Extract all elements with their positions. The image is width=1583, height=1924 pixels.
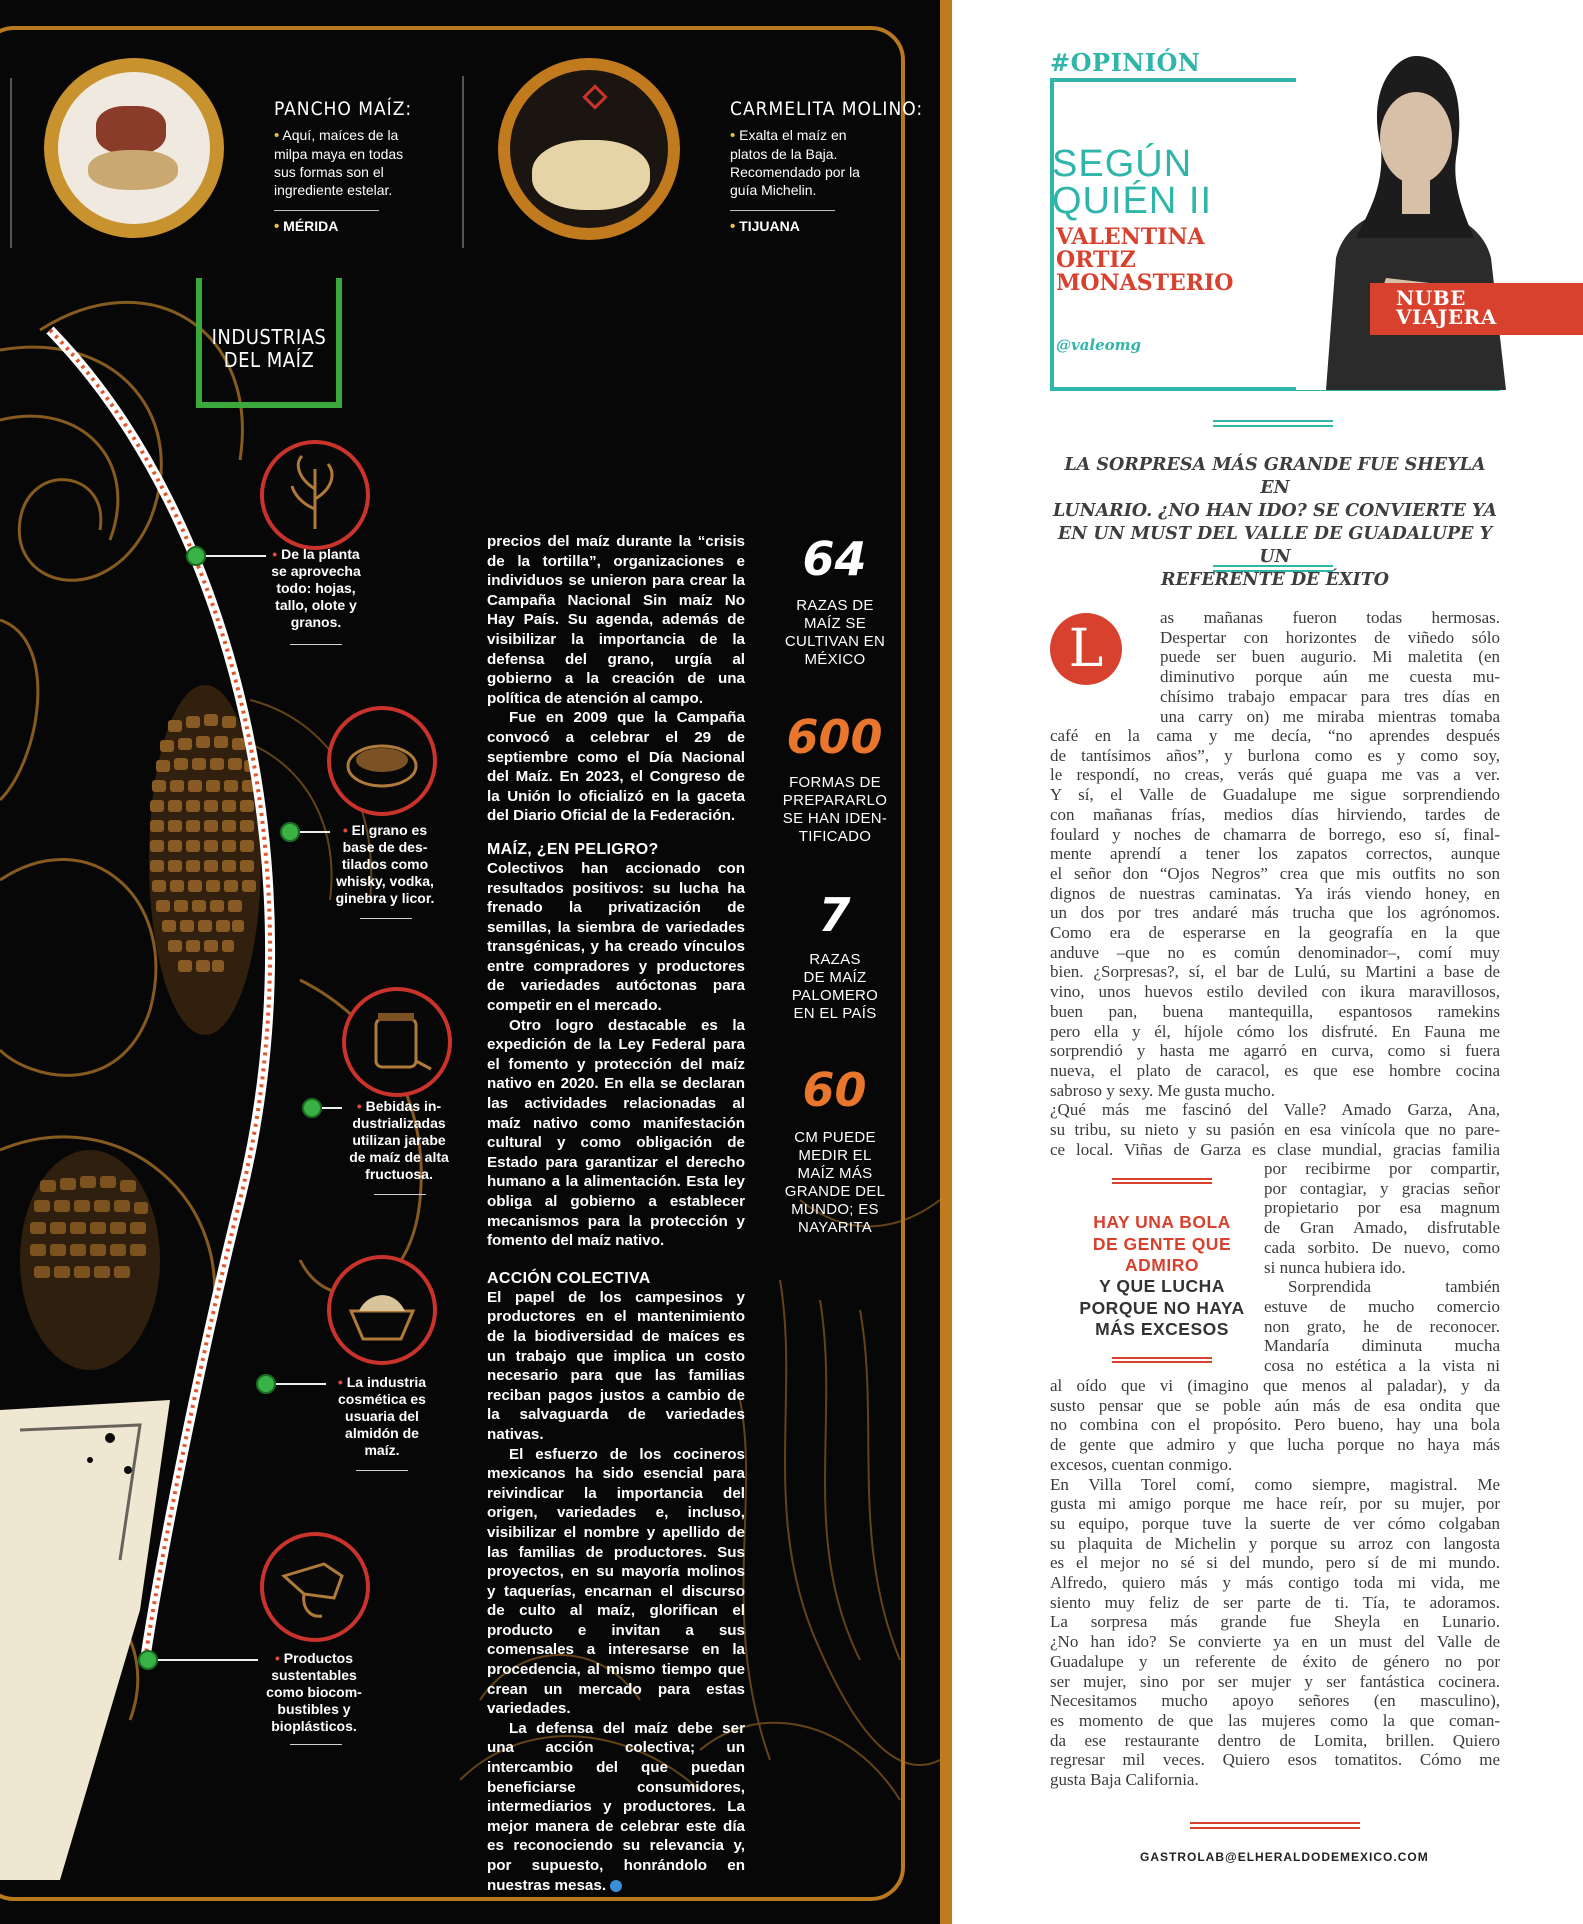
industry-line: sustentables (271, 1667, 357, 1683)
column-text-line: no combina con el propósito. Pero bueno, hay una bola (1050, 1415, 1500, 1435)
column-text-line: buen pan, buena mantequilla, espantosos ramekins (1050, 1001, 1500, 1021)
column-text-line: Alfredo, quiero más y más contigo toda mi vida, me (1050, 1573, 1500, 1592)
author-handle: @valeomg (1056, 336, 1142, 354)
article-paragraph: Otro logro destacable es la expedición de la Ley Federal para el fomento y protección del maíz nativo en 2020. En ella se declaran las actividades relacionadas al maíz nativo como manifestación cultural y como obligación de Estado para garantizar el derecho humano a la alimentación. Esta ley obliga al gobierno a establecer mecanismos para la protección y fomento del maíz nativo. (487, 1016, 745, 1250)
bullet-icon: • (730, 218, 736, 235)
bullet-icon: • (342, 822, 348, 838)
deck-rule-bottom (1213, 565, 1333, 572)
restaurant-description (274, 126, 403, 199)
pullquote-line: DE GENTE QUE (1092, 1233, 1232, 1254)
restaurant-name: CARMELITA MOLINO: (730, 98, 924, 120)
column-text-line: es momento de que las mujeres como la que coman- (1050, 1710, 1500, 1730)
pullquote-rule (1112, 1178, 1212, 1184)
stat-label-line: RAZAS DE (796, 597, 874, 614)
column-text-line: ¿No han ido? Se convierte ya en un must del Valle de (1050, 1632, 1500, 1652)
stat-number: 600 (786, 710, 883, 764)
author-name-line: ORTIZ (1056, 247, 1136, 273)
city-label: TIJUANA (739, 218, 800, 234)
stat-number: 60 (802, 1063, 867, 1117)
pullquote-highlight (1058, 1212, 1266, 1277)
column-text-line: gusta mi amigo porque me hace reír, por su mujer, por (1050, 1494, 1500, 1514)
article-paragraph: precios del maíz durante la “crisis de la tortilla”, organizaciones e individuos se unieron para crear la Campaña Nacional Sin maíz No Hay País. Su agenda, además de visibilizar la importancia de la defensa del grano, urgía al gobierno a la creación de una política de atención al campo. (487, 533, 745, 707)
article-paragraph: El papel de los campesinos y productores en el mantenimiento de la biodiversidad de maíces es un trabajo que implica un costo necesario para que las familias reciban pagos justos a cambio de la salvaguarda de variedades nativas. (487, 1288, 745, 1443)
description-line: Exalta el maíz en (739, 127, 847, 143)
industry-line: de maíz de alta (349, 1149, 449, 1165)
column-text-line: siento muy feliz de ser parte de ti. Tía, te adoramos. (1050, 1592, 1500, 1612)
column-text-line: sabroso y sexy. Me gusta mucho. (1050, 1080, 1276, 1100)
industry-line: granos. (290, 614, 342, 630)
corn-plant-icon (260, 440, 370, 550)
industries-title (202, 326, 336, 372)
plate-photo-detail (88, 150, 178, 190)
industry-line: La industria (346, 1374, 427, 1390)
top-divider (10, 78, 12, 248)
industry-item (260, 546, 372, 631)
column-text-line: Sorprendida también (1288, 1277, 1500, 1297)
deck-rule-top (1213, 420, 1333, 427)
industry-line: whisky, vodka, (336, 873, 434, 889)
author-name (1056, 226, 1233, 295)
article-subheading: ACCIÓN COLECTIVA (487, 1269, 651, 1287)
column-text-line: su plaquita de Michelin y porque su arroz con langosta (1050, 1533, 1500, 1553)
description-line: Recomendado por la (730, 164, 860, 180)
badge-line: VIAJERA (1396, 305, 1497, 329)
industry-line: tilados como (341, 856, 429, 872)
deck-line: EN UN MUST DEL VALLE DE GUADALUPE Y UN (1057, 524, 1493, 567)
description-line: platos de la Baja. (730, 146, 838, 162)
column-text-line: de Gran Amado, disfrutable (1264, 1218, 1500, 1238)
bullet-icon: • (274, 1650, 280, 1666)
industry-line: dustrializadas (352, 1115, 446, 1131)
stat-label (770, 951, 900, 1023)
item-rule (290, 1744, 342, 1745)
connector-line (158, 1659, 258, 1661)
bullet-icon: • (272, 546, 278, 562)
article-final-text: La defensa del maíz debe ser una acción colectiva; un intercambio del que puedan beneficiarse consumidores, intermediarios y productores. La mejor manera de celebrar este día es reconociendo su relevancia y, por supuesto, honrándolo en nuestras mesas. (487, 1719, 745, 1894)
column-text-line: propietario por esa magnum (1264, 1198, 1500, 1218)
stat-label-line: PREPARARLO (782, 792, 888, 809)
timeline-dot (280, 822, 300, 842)
title-line: DEL MAÍZ (223, 348, 315, 372)
bullet-icon: • (274, 127, 280, 144)
restaurant-city (730, 218, 800, 235)
stat-label-line: CULTIVAN EN (784, 633, 886, 650)
stat-label (770, 774, 900, 846)
column-title-line: SEGÚN (1052, 143, 1193, 185)
item-rule (290, 644, 342, 645)
bullet-icon: • (274, 218, 280, 235)
stat-label-line: PALOMERO (791, 987, 879, 1004)
fuel-nozzle-icon (260, 1532, 370, 1642)
column-text-line: regresar mil veces. Quiero esos tomatitos. Cómo me (1050, 1750, 1500, 1770)
pullquote-line: ADMIRO (1125, 1255, 1199, 1275)
column-text-line: susto pensar que se poble aún más de esa ondita que (1050, 1395, 1500, 1415)
title-line: INDUSTRIAS (211, 325, 327, 349)
gold-divider (940, 0, 952, 1924)
industry-line: De la planta (281, 546, 360, 562)
article-paragraph: Colectivos han accionado con resultados positivos: su lucha ha frenado la privatización de semillas, la siembra de variedades transgénicas, y ha creado vínculos entre compradores y productores de variedades autóctonas para competir en el mercado. (487, 859, 745, 1015)
timeline-dot (138, 1650, 158, 1670)
plate-photo-detail (96, 106, 166, 154)
column-text-line: Como era de esperarse en la geografía en la que (1050, 923, 1500, 942)
timeline-dot (302, 1098, 322, 1118)
column-text-line: le respondí, no creas, verás qué guapa me vas a ver. (1050, 765, 1500, 785)
column-text-line: por contagiar, y gracias señor (1264, 1178, 1500, 1198)
author-name-line: VALENTINA (1056, 224, 1205, 250)
stat-label-line: CM PUEDE (794, 1129, 876, 1146)
starch-bowl-icon (327, 1255, 437, 1365)
industry-line: como biocom- (266, 1684, 362, 1700)
city-rule (274, 210, 379, 211)
deck-line: LUNARIO. ¿NO HAN IDO? SE CONVIERTE YA (1052, 501, 1498, 521)
industry-line: tallo, olote y (275, 597, 357, 613)
section-badge (1370, 283, 1583, 335)
column-text-line: con mañanas frías, medios días hirviendo, tardes de (1050, 804, 1500, 824)
industry-line: base de des- (342, 839, 428, 855)
stat-label-line: SE HAN IDEN- (782, 810, 888, 827)
column-text-line: el señor don “Ojos Negros” crea que mis outfits no son (1050, 863, 1500, 883)
dough-photo-detail (532, 140, 650, 210)
column-text-line: cosa no estética a la vista ni (1264, 1356, 1500, 1375)
stat-label-line: GRANDE DEL (784, 1183, 886, 1200)
column-text-line: su tribu, su nieto y su pasión en esa vinícola que no pare- (1050, 1120, 1500, 1139)
stat-label-line: DE MAÍZ (803, 969, 867, 986)
pullquote-rule (1112, 1357, 1212, 1363)
stat-label-line: NAYARITA (797, 1219, 873, 1236)
column-text-line: chísimo trabajo empacar para tres días en (1160, 686, 1500, 706)
industry-line: todo: hojas, (276, 580, 356, 596)
pullquote-line: HAY UNA BOLA (1093, 1212, 1231, 1232)
timeline-dot (186, 546, 206, 566)
column-text-line: de gente que admiro y que lucha porque no haya más (1050, 1435, 1500, 1455)
deck-line: REFERENTE DE ÉXITO (1161, 570, 1389, 590)
column-text-line: ce local. Viñas de Garza es clase mundial, gracias familia (1050, 1139, 1500, 1159)
industry-line: bustibles y (277, 1701, 351, 1717)
article-subheading: MAÍZ, ¿EN PELIGRO? (487, 840, 659, 858)
column-text-line: foulard y noches de chamarra de borrego, eso sí, final- (1050, 824, 1500, 844)
stat-label (770, 1129, 900, 1237)
grain-bowl-icon (327, 706, 437, 816)
industry-line: El grano es (351, 822, 428, 838)
column-text-line: da ese restaurante dentro de Lomita, brillen. Quiero (1050, 1730, 1500, 1750)
column-text-line: as mañanas fueron todas hermosas. (1160, 608, 1500, 627)
column-text-line: nueva, el plato de caracol, es que ese hombre cocina (1050, 1060, 1500, 1080)
top-divider (462, 76, 464, 248)
description-line: ingrediente estelar. (274, 182, 393, 198)
column-text-line: una carry on) me miraba mientras tomaba (1160, 706, 1500, 726)
connector-line (206, 555, 266, 557)
industry-item (326, 1374, 438, 1459)
industries-title-box (196, 278, 342, 408)
column-text-line: Guadalupe y un referente de éxito de género no por (1050, 1651, 1500, 1671)
industry-item (258, 1650, 370, 1735)
column-text-line: si nunca hubiera ido. (1264, 1257, 1406, 1277)
city-rule (730, 210, 835, 211)
syrup-jar-icon (342, 987, 452, 1097)
restaurant-description (730, 126, 860, 199)
stat-label-line: MAÍZ SE (803, 615, 867, 632)
restaurant-city (274, 218, 338, 235)
column-text-line: gusta Baja California. (1050, 1770, 1199, 1789)
article-paragraph: El esfuerzo de los cocineros mexicanos ha sido esencial para reivindicar la importancia del origen, variedades e, incluso, visibilizar el nombre y apellido de las familias de productores. Sus proyectos, en su mayoría molinos y taquerías, encarnan el discurso de culto al maíz, glorifican el producto e invitan a sus comensales a interesarse en la procedencia, al mismo tiempo que crean un mercado para estas variedades. (487, 1445, 745, 1718)
bullet-icon: • (337, 1374, 343, 1390)
description-line: guía Michelin. (730, 182, 817, 198)
column-text-line: Necesitamos mucho apoyo señores (en masculino), (1050, 1691, 1500, 1711)
stat-label-line: MAÍZ MÁS (797, 1165, 873, 1182)
column-text-line: cada sorbito. De nuevo, como (1264, 1237, 1500, 1257)
industry-line: utilizan jarabe (352, 1132, 446, 1148)
timeline-dot (256, 1374, 276, 1394)
industry-line: Bebidas in- (365, 1098, 442, 1114)
city-label: MÉRIDA (283, 218, 339, 234)
drop-cap: L (1050, 613, 1122, 685)
description-line: milpa maya en todas (274, 146, 404, 162)
connector-line (322, 1107, 342, 1109)
stat-label (770, 597, 900, 669)
connector-line (276, 1383, 326, 1385)
column-text-line: de tantísimos años”, y burlona como es y como soy, (1050, 745, 1500, 765)
stat-label-line: EN EL PAÍS (793, 1005, 877, 1022)
column-text-line: Y sí, el Valle de Guadalupe me sigue sorprendiendo (1050, 785, 1500, 805)
stat-label-line: TIFICADO (798, 828, 872, 845)
column-text-line: vino, unos huevos estilo deviled con ikura maravillosos, (1050, 982, 1500, 1002)
column-text-line: estuve de mucho comercio (1264, 1296, 1500, 1316)
industry-line: Productos (283, 1650, 354, 1666)
column-text-line: bien. ¿Sorpresas?, sí, el bar de Lulú, su Martini a base de (1050, 962, 1500, 982)
article-paragraph: Fue en 2009 que la Campaña convocó a celebrar el 29 de septiembre como el Día Nacional del Maíz. En 2023, el Congreso de la Unión lo oficializó en la gaceta del Diario Oficial de la Federación. (487, 709, 745, 825)
restaurant-name: PANCHO MAÍZ: (274, 98, 413, 120)
industry-line: ginebra y licor. (335, 890, 435, 906)
column-text-line: puede ser buen augurio. Mi maletita (en (1160, 647, 1500, 667)
author-name-line: MONASTERIO (1056, 270, 1234, 296)
column-text-line: ser mujer, sino por ser mujer y ser fantástica cocinera. (1050, 1671, 1500, 1691)
column-text-line: su equipo, porque tuve la suerte de ver cómo colgaban (1050, 1513, 1500, 1533)
industry-line: maíz. (364, 1442, 400, 1458)
description-line: Aquí, maíces de la (282, 127, 399, 143)
column-text-line: En Villa Torel comí, como siempre, magistral. Me (1050, 1474, 1500, 1494)
stat-label-line: FORMAS DE (789, 774, 881, 791)
stat-label-line: MEDIR EL (798, 1147, 872, 1164)
article-body (487, 532, 745, 1895)
description-line: sus formas son el (274, 164, 384, 180)
bullet-icon: • (730, 127, 736, 144)
column-title-line: QUIÉN II (1052, 180, 1213, 222)
column-text-line: diminutivo porque aún me cuesta mu- (1160, 667, 1500, 687)
column-text-line: un dos por tres andaré más trucha que los agrónomos. (1050, 903, 1500, 923)
column-text-line: Mandaría diminuta mucha (1264, 1336, 1500, 1356)
column-title (1052, 143, 1213, 222)
pullquote-line: Y QUE LUCHA (1099, 1276, 1225, 1296)
industry-line: bioplásticos. (271, 1718, 357, 1734)
pullquote-line: MÁS EXCESOS (1095, 1319, 1229, 1339)
column-text-line: dignos de nuestras caminatas. Ya irás viendo honey, en (1050, 883, 1500, 903)
article-paragraph (487, 1719, 745, 1895)
industry-line: cosmética es (338, 1391, 426, 1407)
column-text-line: Despertar con horizontes de viñedo sólo (1160, 627, 1500, 647)
author-portrait (1296, 28, 1526, 390)
industry-item (340, 1098, 458, 1183)
column-text-line: al oído que vi (imagino que menos al paladar), y da (1050, 1376, 1500, 1395)
stat-number: 7 (818, 888, 851, 942)
column-text-line: café en la cama y me decía, “no aprendes después (1050, 726, 1500, 745)
column-text-line: anduve –que no es común denominador–, comí muy (1050, 942, 1500, 962)
item-rule (374, 1194, 426, 1195)
column-text-line: sorprendió y hasta me agarró en curva, como si fuera (1050, 1041, 1500, 1061)
deck-line: LA SORPRESA MÁS GRANDE FUE SHEYLA EN (1064, 455, 1486, 498)
stat-label-line: RAZAS (809, 951, 861, 968)
section-tag: #OPINIÓN (1050, 48, 1201, 77)
stat-number: 64 (802, 532, 867, 586)
stat-label-line: MUNDO; ES (791, 1201, 879, 1218)
industry-line: fructuosa. (365, 1166, 433, 1182)
column-text-line: mente aprendí a tener los zapatos correctos, aunque (1050, 844, 1500, 864)
stat-label-line: MÉXICO (804, 651, 866, 668)
column-text-line: non grato, he de reconocer. (1264, 1316, 1500, 1336)
pullquote-text (1048, 1276, 1276, 1341)
column-text-line: excesos, cuentan conmigo. (1050, 1454, 1233, 1474)
column-text-line: por recibirme por compartir, (1264, 1159, 1500, 1178)
end-mark-icon (610, 1880, 622, 1892)
bullet-icon: • (356, 1098, 362, 1114)
column-text-line: ¿Qué más me fascinó del Valle? Amado Garza, Ana, (1050, 1100, 1500, 1120)
industry-line: usuaria del (345, 1408, 419, 1424)
column-text-line: es el mejor no sé si del mundo, pero sí de mi mundo. (1050, 1553, 1500, 1573)
contact-email: GASTROLAB@ELHERALDODEMEXICO.COM (1140, 1850, 1429, 1864)
item-rule (356, 1470, 408, 1471)
industry-item (326, 822, 444, 907)
footer-rule (1190, 1822, 1360, 1829)
column-text-line: La sorpresa más grande fue Sheyla en Lunario. (1050, 1612, 1500, 1632)
item-rule (360, 918, 412, 919)
industry-line: almidón de (345, 1425, 419, 1441)
column-text-line: pero ella y él, híjole cómo los disfruté. En Fauna me (1050, 1021, 1500, 1041)
pullquote-line: PORQUE NO HAYA (1079, 1297, 1245, 1318)
industry-line: se aprovecha (271, 563, 361, 579)
badge-line: NUBE (1396, 286, 1466, 310)
